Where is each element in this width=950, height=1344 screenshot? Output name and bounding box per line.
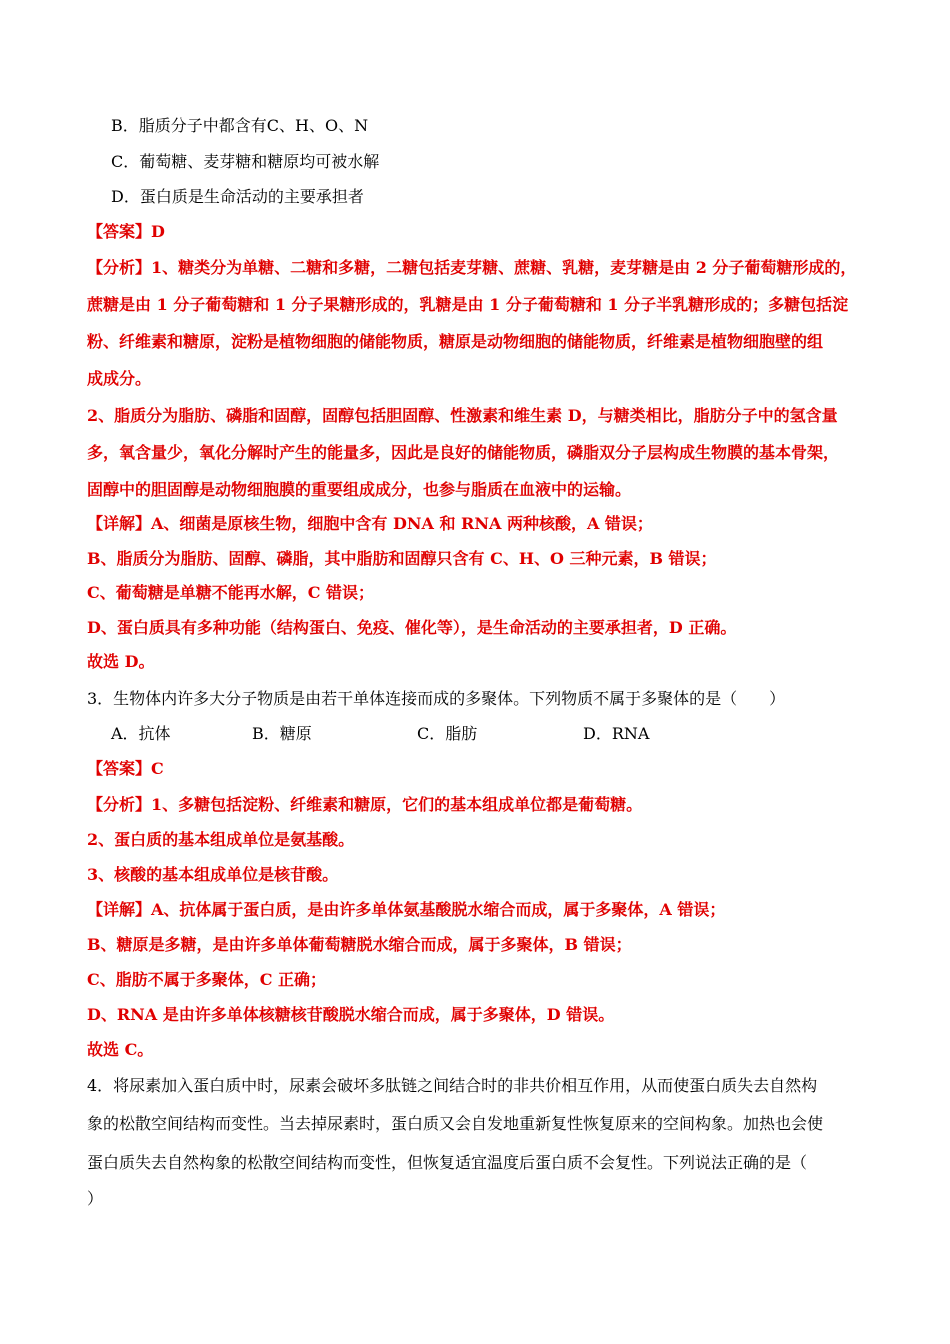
q2-conclusion: 故选 D。 <box>87 652 155 671</box>
q3-detail-line: 【详解】A、抗体属于蛋白质，是由许多单体氨基酸脱水缩合而成，属于多聚体，A 错误； <box>87 900 726 919</box>
q3-conclusion: 故选 C。 <box>87 1040 154 1059</box>
q2-answer: 【答案】D <box>87 222 165 241</box>
q2-detail-line: D、蛋白质具有多种功能（结构蛋白、免疫、催化等），是生命活动的主要承担者，D 正确。 <box>87 618 737 637</box>
q2-detail-line: C、葡萄糖是单糖不能再水解，C 错误； <box>87 583 375 602</box>
q3-option-c: C．脂肪 <box>417 724 478 743</box>
q4-stem-line: ） <box>87 1189 104 1208</box>
q3-option-d: D．RNA <box>583 724 650 743</box>
q2-analysis-line: 成成分。 <box>87 369 152 388</box>
q4-stem-line: 4．将尿素加入蛋白质中时，尿素会破坏多肽链之间结合时的非共价相互作用，从而使蛋白质失去自然构 <box>87 1076 818 1095</box>
q2-analysis-line: 蔗糖是由 1 分子葡萄糖和 1 分子果糖形成的，乳糖是由 1 分子葡萄糖和 1 分子半乳糖形成的；多糖包括淀 <box>87 295 849 314</box>
q2-analysis-line: 多，氧含量少，氧化分解时产生的能量多，因此是良好的储能物质，磷脂双分子层构成生物膜的基本骨架， <box>87 443 840 462</box>
q3-stem: 3．生物体内许多大分子物质是由若干单体连接而成的多聚体。下列物质不属于多聚体的是（ ） <box>87 689 786 708</box>
q2-analysis-line: 【分析】1、糖类分为单糖、二糖和多糖，二糖包括麦芽糖、蔗糖、乳糖，麦芽糖是由 2 分子葡萄糖形成的， <box>87 258 857 277</box>
q3-detail-line: D、RNA 是由许多单体核糖核苷酸脱水缩合而成，属于多聚体，D 错误。 <box>87 1005 615 1024</box>
q2-detail-line: 【详解】A、细菌是原核生物，细胞中含有 DNA 和 RNA 两种核酸，A 错误； <box>87 514 653 533</box>
q4-stem-line: 蛋白质失去自然构象的松散空间结构而变性，但恢复适宜温度后蛋白质不会复性。下列说法正确的是（ <box>87 1153 808 1172</box>
q4-stem-line: 象的松散空间结构而变性。当去掉尿素时，蛋白质又会自发地重新复性恢复原来的空间构象。加热也会使 <box>87 1114 824 1133</box>
q3-analysis-line: 【分析】1、多糖包括淀粉、纤维素和糖原，它们的基本组成单位都是葡萄糖。 <box>87 795 643 814</box>
q3-analysis-line: 3、核酸的基本组成单位是核苷酸。 <box>87 865 339 884</box>
q2-analysis-line: 粉、纤维素和糖原，淀粉是植物细胞的储能物质，糖原是动物细胞的储能物质，纤维素是植物细胞壁的组 <box>87 332 824 351</box>
q3-detail-line: B、糖原是多糖，是由许多单体葡萄糖脱水缩合而成，属于多聚体，B 错误； <box>87 935 632 954</box>
q2-detail-line: B、脂质分为脂肪、固醇、磷脂，其中脂肪和固醇只含有 C、H、O 三种元素，B 错误； <box>87 549 717 568</box>
q3-options <box>111 723 731 745</box>
q3-analysis-line: 2、蛋白质的基本组成单位是氨基酸。 <box>87 830 355 849</box>
q3-option-b: B．糖原 <box>252 724 312 743</box>
q2-analysis-line: 2、脂质分为脂肪、磷脂和固醇，固醇包括胆固醇、性激素和维生素 D，与糖类相比，脂肪分子中的氢含量 <box>87 406 838 425</box>
q2-option-c: C．葡萄糖、麦芽糖和糖原均可被水解 <box>111 152 380 171</box>
q3-detail-line: C、脂肪不属于多聚体，C 正确； <box>87 970 327 989</box>
q2-option-d: D．蛋白质是生命活动的主要承担者 <box>111 187 364 206</box>
q3-answer: 【答案】C <box>87 759 164 778</box>
q2-option-b: B．脂质分子中都含有C、H、O、N <box>111 116 369 135</box>
q2-analysis-line: 固醇中的胆固醇是动物细胞膜的重要组成成分，也参与脂质在血液中的运输。 <box>87 480 632 499</box>
q3-option-a: A．抗体 <box>111 724 171 743</box>
